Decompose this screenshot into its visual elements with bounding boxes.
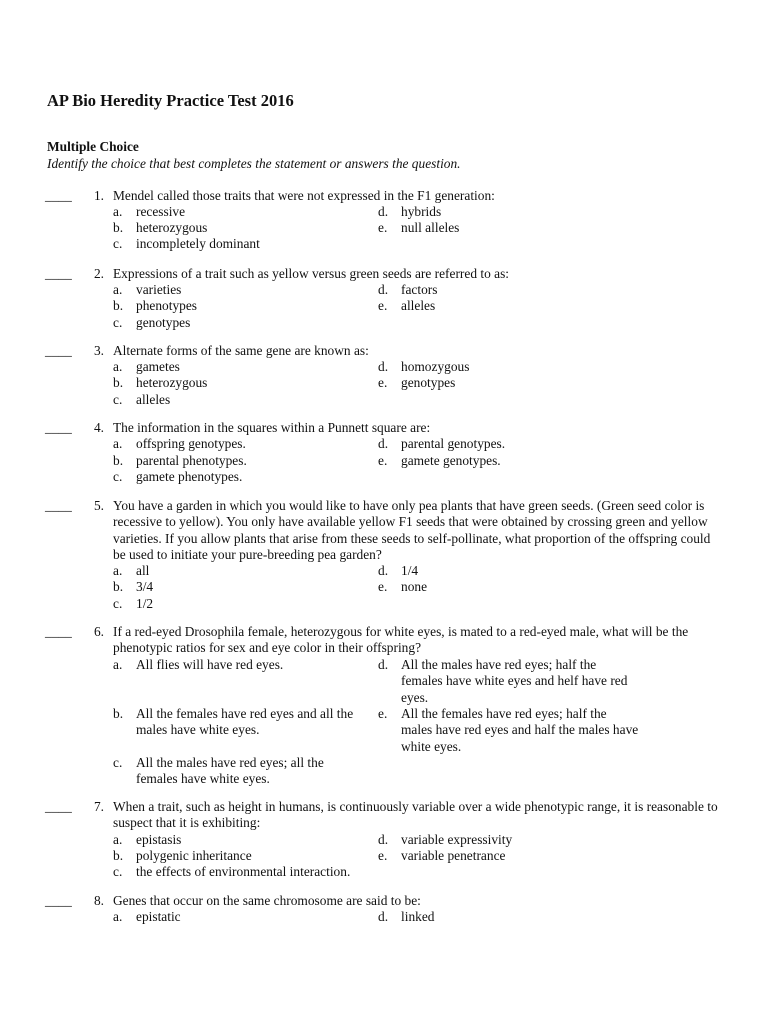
question-number: 2. — [93, 266, 104, 281]
choice-text: parental phenotypes. — [136, 453, 247, 468]
choice-letter: b. — [113, 298, 124, 313]
choice-letter: d. — [378, 359, 389, 374]
choice-letter: c. — [113, 469, 123, 484]
choice-letter: c. — [113, 864, 123, 879]
question-stem: Genes that occur on the same chromosome are said to be: — [113, 893, 421, 908]
choice-text: all — [136, 563, 150, 578]
choice-text: hybrids — [401, 204, 442, 219]
choice-letter: e. — [378, 453, 388, 468]
answer-blank[interactable]: ____ — [45, 420, 72, 435]
question-number: 3. — [93, 343, 104, 358]
choice-letter: c. — [113, 315, 123, 330]
choice-letter: e. — [378, 298, 388, 313]
page-title: AP Bio Heredity Practice Test 2016 — [47, 91, 294, 110]
choice-text: the effects of environmental interaction. — [136, 864, 351, 879]
answer-blank[interactable]: ____ — [45, 188, 72, 203]
choice-text: parental genotypes. — [401, 436, 506, 451]
choice-letter: a. — [113, 657, 123, 672]
question-number: 7. — [93, 799, 104, 814]
choice-letter: c. — [113, 236, 123, 251]
choice-letter: b. — [113, 848, 124, 863]
choice-text: heterozygous — [136, 375, 208, 390]
question-stem: When a trait, such as height in humans, is continuously variable over a wide phenotypic range, it is reasonable to suspect that it is exhibiting: — [113, 799, 718, 831]
choice-letter: b. — [113, 706, 124, 721]
choice-text: none — [401, 579, 428, 594]
choice-text: polygenic inheritance — [136, 848, 252, 863]
question-stem: Expressions of a trait such as yellow versus green seeds are referred to as: — [113, 266, 509, 281]
choice-text: All the females have red eyes; half the males have red eyes and half the males have white eyes. — [401, 706, 639, 754]
answer-blank[interactable]: ____ — [45, 498, 72, 513]
choice-text: All the males have red eyes; half the females have white eyes and helf have red eyes. — [401, 657, 628, 705]
question-number: 5. — [93, 498, 104, 513]
answer-blank[interactable]: ____ — [45, 893, 72, 908]
choice-letter: a. — [113, 563, 123, 578]
question-stem: The information in the squares within a Punnett square are: — [113, 420, 431, 435]
choice-text: epistatic — [136, 909, 181, 924]
choice-letter: e. — [378, 706, 388, 721]
choice-letter: d. — [378, 832, 389, 847]
choice-letter: d. — [378, 204, 389, 219]
section-heading: Multiple Choice — [47, 139, 139, 154]
choice-text: genotypes — [136, 315, 191, 330]
question-number: 8. — [93, 893, 104, 908]
choice-letter: a. — [113, 909, 123, 924]
choice-letter: b. — [113, 453, 124, 468]
choice-letter: c. — [113, 755, 123, 770]
answer-blank[interactable]: ____ — [45, 266, 72, 281]
question-number: 1. — [93, 188, 104, 203]
choice-letter: d. — [378, 436, 389, 451]
choice-letter: b. — [113, 579, 124, 594]
choice-text: gamete genotypes. — [401, 453, 501, 468]
choice-text: recessive — [136, 204, 186, 219]
choice-letter: e. — [378, 848, 388, 863]
question-stem: You have a garden in which you would like to have only pea plants that have green seeds. (Green seed color is recessive to yellow). You only have available yellow F1 seeds that were obtained by crossing green and yellow varieties. If you allow plants that arise from these seeds to self-pollinate, what proportion of the offspring could be used to initiate your pure-breeding pea garden? — [113, 498, 711, 563]
choice-text: genotypes — [401, 375, 456, 390]
choice-letter: a. — [113, 832, 123, 847]
choice-text: homozygous — [401, 359, 470, 374]
choice-letter: c. — [113, 596, 123, 611]
choice-text: 3/4 — [136, 579, 154, 594]
choice-text: variable penetrance — [401, 848, 506, 863]
choice-text: 1/2 — [136, 596, 154, 611]
question-stem: Alternate forms of the same gene are known as: — [113, 343, 369, 358]
choice-text: null alleles — [401, 220, 460, 235]
choice-text: heterozygous — [136, 220, 208, 235]
choice-text: gamete phenotypes. — [136, 469, 243, 484]
choice-letter: b. — [113, 375, 124, 390]
choice-text: All the males have red eyes; all the females have white eyes. — [136, 755, 324, 787]
choice-letter: e. — [378, 375, 388, 390]
choice-text: varieties — [136, 282, 182, 297]
choice-letter: a. — [113, 282, 123, 297]
answer-blank[interactable]: ____ — [45, 624, 72, 639]
choice-letter: b. — [113, 220, 124, 235]
answer-blank[interactable]: ____ — [45, 343, 72, 358]
choice-letter: d. — [378, 657, 389, 672]
choice-text: linked — [401, 909, 435, 924]
question-stem: Mendel called those traits that were not expressed in the F1 generation: — [113, 188, 495, 203]
choice-letter: c. — [113, 392, 123, 407]
choice-letter: a. — [113, 359, 123, 374]
choice-text: gametes — [136, 359, 180, 374]
question-number: 4. — [93, 420, 104, 435]
choice-text: alleles — [401, 298, 436, 313]
choice-text: alleles — [136, 392, 171, 407]
choice-letter: a. — [113, 204, 123, 219]
choice-letter: d. — [378, 909, 389, 924]
choice-text: offspring genotypes. — [136, 436, 246, 451]
choice-text: variable expressivity — [401, 832, 513, 847]
instructions: Identify the choice that best completes the statement or answers the question. — [47, 156, 461, 171]
question-number: 6. — [93, 624, 104, 639]
choice-letter: e. — [378, 579, 388, 594]
choice-letter: e. — [378, 220, 388, 235]
answer-blank[interactable]: ____ — [45, 799, 72, 814]
choice-text: epistasis — [136, 832, 182, 847]
choice-text: factors — [401, 282, 438, 297]
question-stem: If a red-eyed Drosophila female, heterozygous for white eyes, is mated to a red-eyed male, what will be the phenotypic ratios for sex and eye color in their offspring? — [113, 624, 689, 656]
choice-text: All flies will have red eyes. — [136, 657, 284, 672]
choice-text: incompletely dominant — [136, 236, 260, 251]
choice-text: All the females have red eyes and all the males have white eyes. — [136, 706, 354, 738]
choice-letter: a. — [113, 436, 123, 451]
choice-letter: d. — [378, 563, 389, 578]
choice-text: phenotypes — [136, 298, 197, 313]
choice-text: 1/4 — [401, 563, 419, 578]
choice-letter: d. — [378, 282, 389, 297]
